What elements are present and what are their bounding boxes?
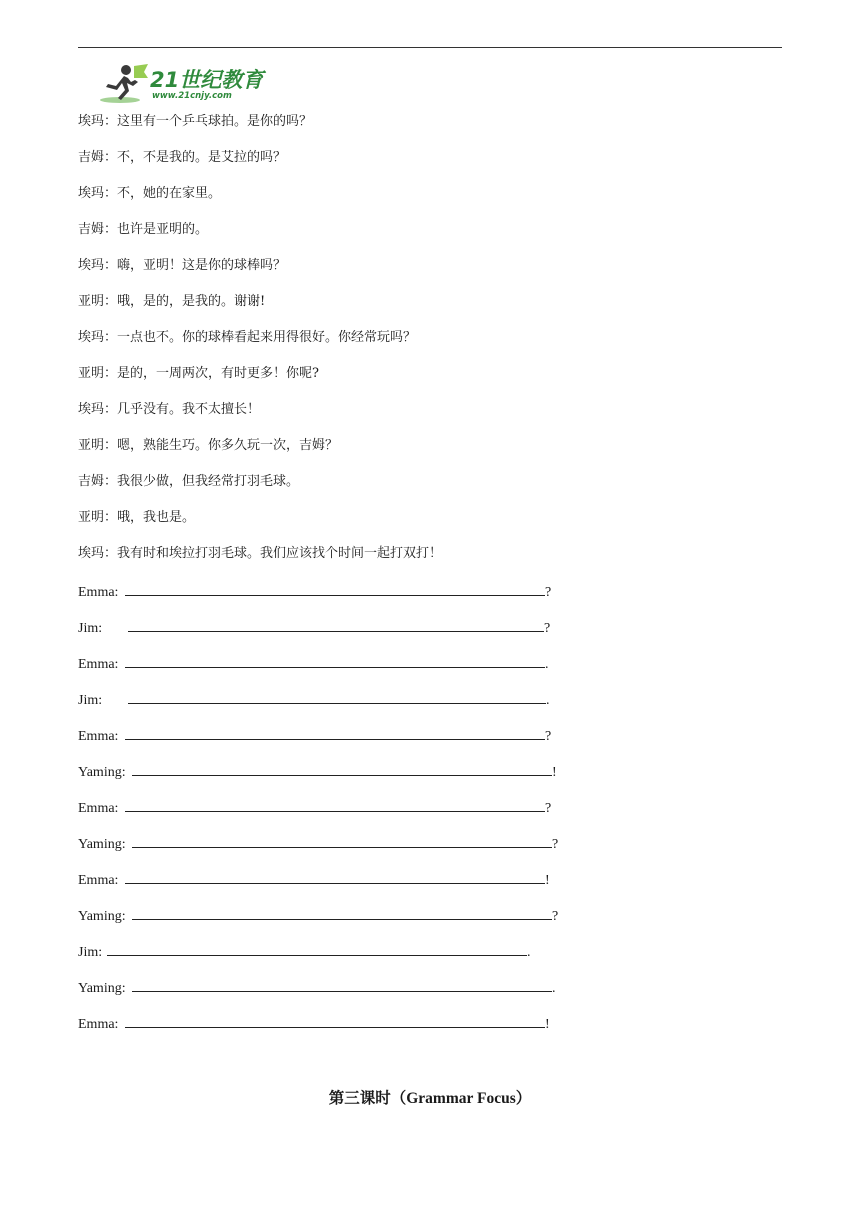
cn-line: 亚明：是的，一周两次，有时更多！你呢? [78, 366, 319, 381]
answer-blank[interactable] [125, 1012, 545, 1028]
cn-line: 亚明：哦，我也是。 [78, 510, 196, 525]
speaker-label: Yaming: [78, 981, 126, 996]
answer-blank[interactable] [125, 796, 545, 812]
end-punct: ? [552, 909, 559, 924]
cn-line: 吉姆：不，不是我的。是艾拉的吗？ [78, 150, 287, 165]
en-line [78, 580, 558, 616]
answer-blank[interactable] [128, 688, 546, 704]
cn-line: 埃玛：几乎没有。我不太擅长！ [78, 402, 261, 417]
end-punct: . [552, 981, 556, 996]
end-punct: . [546, 693, 550, 708]
speaker-label: Emma: [78, 873, 119, 888]
end-punct: ? [545, 801, 552, 816]
en-line [78, 832, 558, 868]
section-title: 第三课时（Grammar Focus） [328, 1090, 532, 1107]
end-punct: . [545, 657, 549, 672]
cn-line: 埃玛：一点也不。你的球棒看起来用得很好。你经常玩吗？ [78, 330, 417, 345]
answer-blank[interactable] [125, 580, 545, 596]
en-line [78, 904, 558, 940]
answer-blank[interactable] [132, 976, 552, 992]
speaker-label: Emma: [78, 729, 119, 744]
speaker-label: Emma: [78, 657, 119, 672]
en-line [78, 868, 558, 904]
answer-blank[interactable] [132, 832, 552, 848]
speaker-label: Yaming: [78, 837, 126, 852]
end-punct: ! [552, 765, 557, 780]
header-rule [78, 47, 782, 48]
end-punct: ? [544, 621, 551, 636]
end-punct: ? [545, 585, 552, 600]
end-punct: ? [552, 837, 559, 852]
answer-blank[interactable] [132, 904, 552, 920]
en-line [78, 724, 558, 760]
en-line [78, 688, 558, 724]
cn-line: 吉姆：我很少做，但我经常打羽毛球。 [78, 474, 300, 489]
cn-line: 吉姆：也许是亚明的。 [78, 222, 209, 237]
cn-line: 埃玛：这里有一个乒乓球拍。是你的吗？ [78, 114, 313, 129]
runner-logo-icon [98, 62, 150, 106]
cn-line: 亚明：哦，是的，是我的。谢谢! [78, 294, 266, 309]
cn-line: 埃玛：嗨，亚明！这是你的球棒吗？ [78, 258, 287, 273]
speaker-label: Yaming: [78, 765, 126, 780]
en-line [78, 940, 558, 976]
en-line [78, 1012, 558, 1048]
end-punct: . [527, 945, 531, 960]
answer-blank[interactable] [125, 652, 545, 668]
speaker-label: Emma: [78, 585, 119, 600]
en-line [78, 796, 558, 832]
speaker-label: Yaming: [78, 909, 126, 924]
en-line [78, 976, 558, 1012]
answer-blank[interactable] [132, 760, 552, 776]
speaker-label: Jim: [78, 945, 103, 960]
en-line [78, 652, 558, 688]
answer-blank[interactable] [107, 940, 527, 956]
speaker-label: Jim: [78, 693, 103, 708]
answer-blank[interactable] [125, 868, 545, 884]
end-punct: ! [545, 873, 550, 888]
answer-blank[interactable] [128, 616, 544, 632]
speaker-label: Jim: [78, 621, 103, 636]
exercise-body [78, 112, 558, 1048]
speaker-label: Emma: [78, 801, 119, 816]
answer-blank[interactable] [125, 724, 545, 740]
logo-url: www.21cnjy.com [152, 91, 232, 101]
logo-title: 21世纪教育 [150, 68, 264, 92]
en-line [78, 616, 558, 652]
end-punct: ? [545, 729, 552, 744]
speaker-label: Emma: [78, 1017, 119, 1032]
en-line [78, 760, 558, 796]
cn-line: 亚明：嗯，熟能生巧。你多久玩一次，吉姆？ [78, 438, 339, 453]
cn-line: 埃玛：我有时和埃拉打羽毛球。我们应该找个时间一起打双打！ [78, 546, 443, 561]
cn-line: 埃玛：不，她的在家里。 [78, 186, 222, 201]
end-punct: ! [545, 1017, 550, 1032]
logo [98, 62, 268, 106]
